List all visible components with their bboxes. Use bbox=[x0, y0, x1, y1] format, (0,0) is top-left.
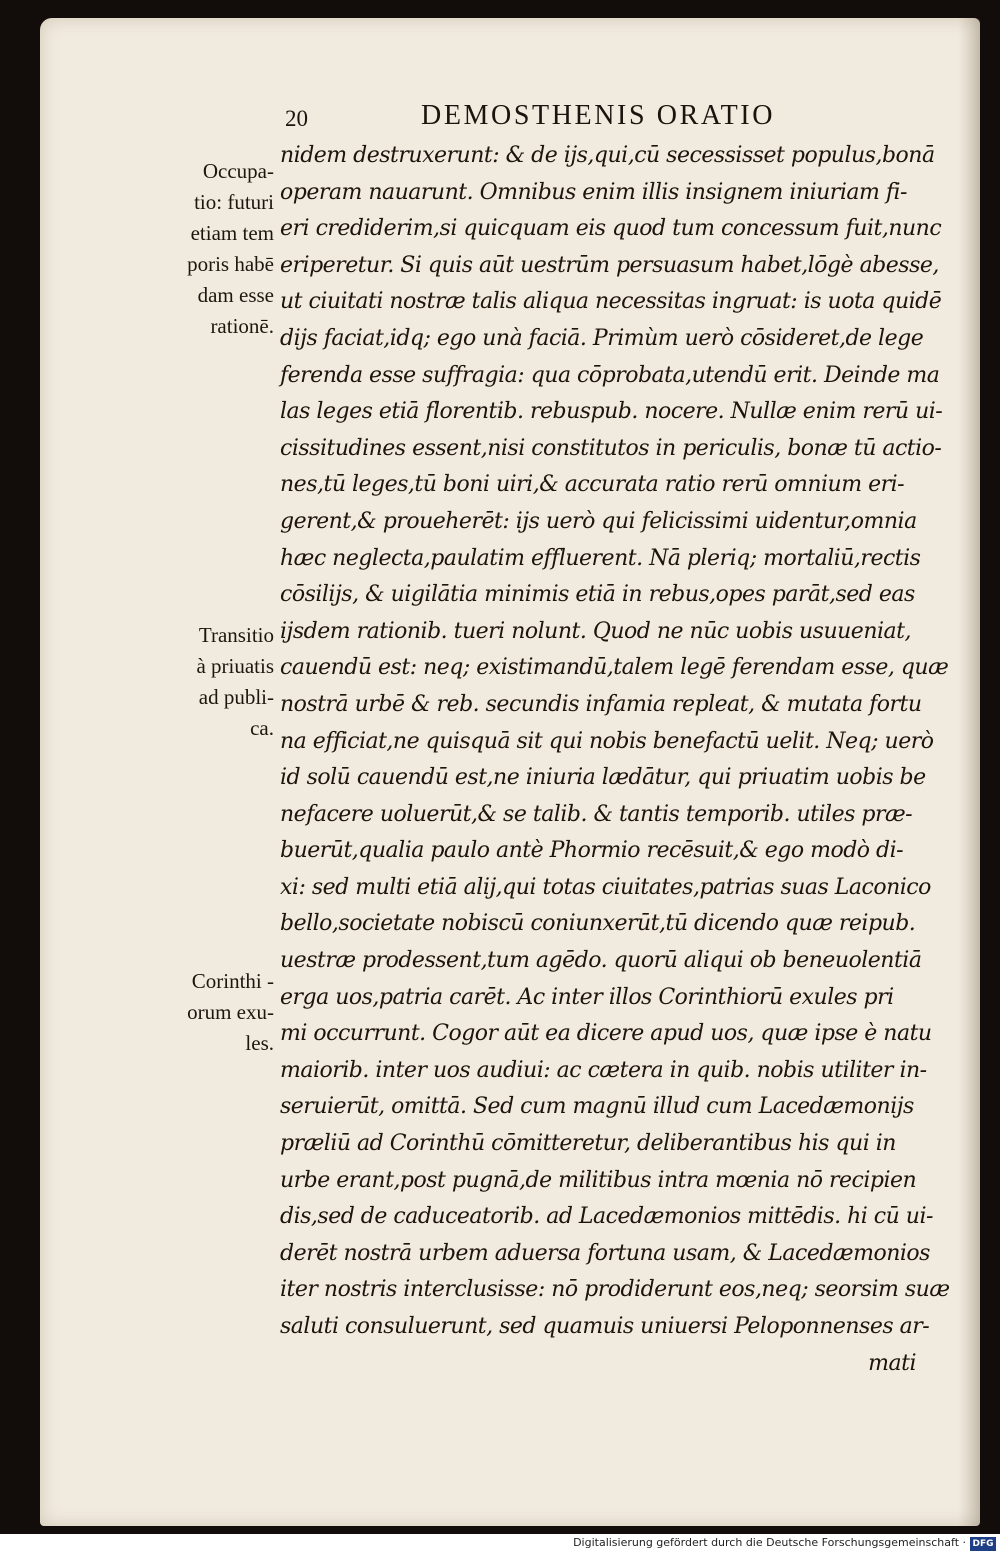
text-line: mi occurrunt. Cogor aūt ea dicere apud uos, quæ ipse è natu bbox=[280, 1021, 932, 1047]
text-line: derēt nostrā urbem aduersa fortuna usam, & Lacedæmonios bbox=[280, 1240, 930, 1266]
running-head: DEMOSTHENIS ORATIO bbox=[421, 100, 776, 131]
text-line: eriperetur. Si quis aūt uestrūm persuasum habet,lōgè abesse, bbox=[280, 252, 939, 278]
text-line: nes,tū leges,tū boni uiri,& accurata ratio rerū omnium eri- bbox=[280, 472, 905, 498]
text-line: urbe erant,post pugnā,de militibus intra mœnia nō recipien bbox=[280, 1167, 917, 1193]
marginal-note-corinthiorum bbox=[140, 966, 274, 1059]
text-line: gerent,& proueherēt: ijs uerò qui felicissimi uidentur,omnia bbox=[280, 508, 917, 534]
text-line: dis,sed de caduceatorib. ad Lacedæmonios mittēdis. hi cū ui- bbox=[280, 1204, 933, 1230]
text-line: dijs faciat,idq; ego unà faciā. Primùm uerò cōsideret,de lege bbox=[280, 325, 924, 351]
marginal-note-line: Corinthi - bbox=[191, 969, 274, 993]
text-line: buerūt,qualia paulo antè Phormio recēsuit,& ego modò di- bbox=[280, 838, 904, 864]
text-line: ferenda esse suffragia: qua cōprobata,utendū erit. Deinde ma bbox=[280, 362, 940, 388]
text-line: nefacere uoluerūt,& se talib. & tantis temporib. utiles præ- bbox=[280, 801, 913, 827]
text-line: maiorib. inter uos audiui: ac cætera in quib. nobis utiliter in- bbox=[280, 1057, 927, 1083]
text-line: nidem destruxerunt: & de ijs,qui,cū secessisset populus,bonā bbox=[280, 143, 935, 168]
digitization-credit: Digitalisierung gefördert durch die Deutsche Forschungsgemeinschaft · bbox=[573, 1536, 966, 1549]
marginal-note-line: les. bbox=[245, 1031, 274, 1055]
text-line: erga uos,patria carēt. Ac inter illos Corinthiorū exules pri bbox=[280, 984, 894, 1010]
dfg-logo-icon: DFG bbox=[970, 1537, 996, 1551]
text-line: uestræ prodessent,tum agēdo. quorū aliqui ob beneuolentiā bbox=[280, 948, 922, 974]
text-line: eri crediderim,si quicquam eis quod tum concessum fuit,nunc bbox=[280, 216, 942, 242]
text-line: præliū ad Corinthū cōmitteretur, deliberantibus his qui in bbox=[280, 1131, 896, 1157]
text-line: bello,societate nobiscū coniunxerūt,tū dicendo quæ reipub. bbox=[280, 911, 916, 937]
marginal-note-line: etiam tem bbox=[190, 221, 274, 245]
text-line: saluti consuluerunt, sed quamuis uniuersi Peloponnenses ar- bbox=[280, 1314, 930, 1339]
text-line: cissitudines essent,nisi constitutos in periculis, bonæ tū actio- bbox=[280, 435, 942, 461]
marginal-note-occupatio bbox=[150, 156, 274, 342]
marginal-note-line: tio: futuri bbox=[194, 190, 274, 214]
catchword: mati bbox=[868, 1350, 916, 1376]
marginal-note-line: rationē. bbox=[210, 314, 274, 338]
body-text bbox=[280, 138, 950, 1382]
marginal-note-line: dam esse bbox=[197, 283, 274, 307]
marginal-note-line: orum exu- bbox=[187, 1000, 274, 1024]
text-line: nostrā urbē & reb. secundis infamia repleat, & mutata fortu bbox=[280, 691, 922, 717]
marginal-note-transitio bbox=[150, 620, 274, 744]
text-line: ut ciuitati nostræ talis aliqua necessitas ingruat: is uota quidē bbox=[280, 289, 942, 315]
marginal-note-line: poris habē bbox=[187, 252, 274, 276]
text-line: xi: sed multi etiā alij,qui totas ciuitates,patrias suas Laconico bbox=[280, 874, 931, 900]
page-header bbox=[283, 100, 843, 140]
marginal-note-line: ca. bbox=[250, 716, 274, 740]
text-line: hæc neglecta,paulatim effluerent. Nā pleriq; mortaliū,rectis bbox=[280, 545, 921, 571]
marginal-note-line: ad publi- bbox=[198, 685, 274, 709]
page-number: 20 bbox=[285, 106, 308, 131]
page-edge-shadow bbox=[958, 18, 980, 1526]
text-line: seruierūt, omittā. Sed cum magnū illud cum Lacedæmonijs bbox=[280, 1094, 914, 1120]
text-line: iter nostris interclusisse: nō prodiderunt eos,neq; seorsim suæ bbox=[280, 1277, 950, 1303]
text-line: id solū cauendū est,ne iniuria lædātur, qui priuatim uobis be bbox=[280, 765, 926, 791]
marginal-note-line: à priuatis bbox=[196, 654, 274, 678]
text-line: ijsdem rationib. tueri nolunt. Quod ne nūc uobis usuueniat, bbox=[280, 618, 911, 644]
digitization-credit-bar bbox=[0, 1534, 1000, 1554]
text-line: cauendū est: neq; existimandū,talem legē ferendam esse, quæ bbox=[280, 655, 949, 681]
text-line: cōsilijs, & uigilātia minimis etiā in rebus,opes parāt,sed eas bbox=[280, 582, 915, 608]
marginal-note-line: Occupa- bbox=[202, 159, 274, 183]
marginal-note-line: Transitio bbox=[198, 623, 274, 647]
text-line: na efficiat,ne quisquā sit qui nobis benefactū uelit. Neq; uerò bbox=[280, 728, 934, 754]
text-line: operam nauarunt. Omnibus enim illis insignem iniuriam fi- bbox=[280, 179, 907, 205]
text-line: las leges etiā florentib. rebuspub. nocere. Nullæ enim rerū ui- bbox=[280, 399, 943, 425]
